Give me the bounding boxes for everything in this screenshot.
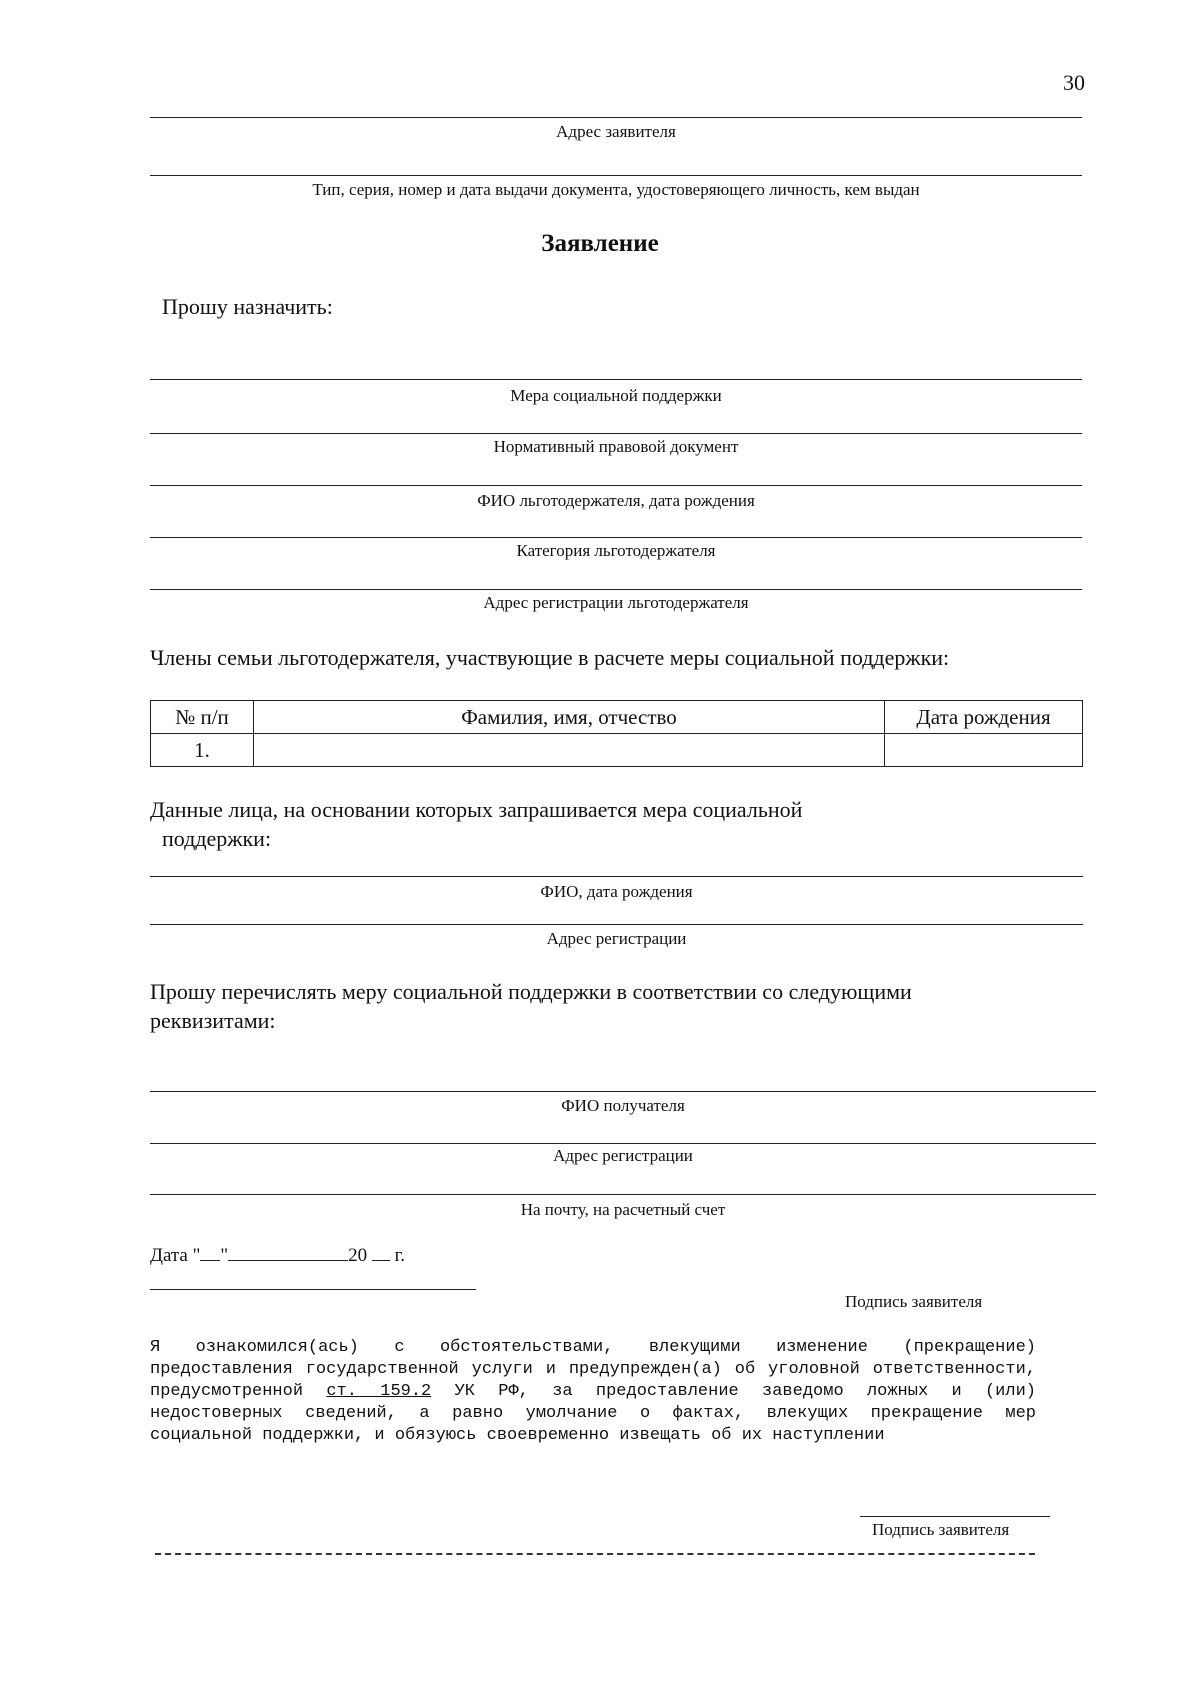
identity-document-line	[150, 175, 1082, 176]
table-header-row	[151, 701, 1083, 734]
table-header-number: № п/п	[151, 701, 254, 734]
recipient-address-line	[150, 1143, 1096, 1144]
recipient-name-line	[150, 1091, 1096, 1092]
date-year-blank[interactable]	[372, 1260, 390, 1261]
cut-line	[155, 1553, 1035, 1555]
person-address-line	[150, 924, 1083, 925]
legal-document-caption: Нормативный правовой документ	[493, 437, 739, 456]
beneficiary-name-caption: ФИО льготодержателя, дата рождения	[477, 491, 755, 510]
date-year-prefix: 20	[348, 1245, 368, 1266]
table-cell-birth-date[interactable]	[885, 734, 1083, 767]
table-header-birth-date: Дата рождения	[885, 701, 1083, 734]
date-year-suffix: г.	[394, 1245, 406, 1266]
person-address-caption: Адрес регистрации	[546, 929, 687, 948]
table-header-full-name: Фамилия, имя, отчество	[254, 701, 885, 734]
signature-line-1	[150, 1289, 476, 1290]
family-members-table	[150, 700, 1083, 767]
payment-method-line	[150, 1194, 1096, 1195]
date-month-blank[interactable]	[228, 1260, 348, 1261]
identity-document-caption: Тип, серия, номер и дата выдачи документа, удостоверяющего личность, кем выдан	[312, 180, 920, 199]
beneficiary-category-line	[150, 537, 1082, 538]
date-prefix: Дата "	[150, 1245, 201, 1266]
table-row	[151, 734, 1083, 767]
acknowledgement-text	[150, 1337, 1036, 1447]
person-name-caption: ФИО, дата рождения	[540, 882, 693, 901]
applicant-address-caption: Адрес заявителя	[556, 122, 676, 141]
legal-document-line	[150, 433, 1082, 434]
person-heading-line1: Данные лица, на основании которых запрашивается мера социальной	[150, 797, 803, 822]
article-reference: ст. 159.2	[326, 1382, 432, 1401]
beneficiary-address-caption: Адрес регистрации льготодержателя	[483, 593, 749, 612]
applicant-address-line	[150, 117, 1082, 118]
date-quote-close: "	[220, 1245, 229, 1266]
page-number: 30	[1063, 70, 1085, 95]
transfer-heading-line1: Прошу перечислять меру социальной поддержки в соответствии со следующими	[150, 979, 912, 1004]
acknowledgement-part1: Я ознакомился(ась) с обстоятельствами, влекущими изменение (прекращение) предоставления государственной услуги и предупрежден(а) об уголовной ответственности, предусмотренной	[150, 1338, 1036, 1401]
table-cell-number: 1.	[151, 734, 254, 767]
acknowledgement-part2: УК РФ, за предоставление заведомо ложных и (или) недостоверных сведений, а равно умолчание о фактах, влекущих прекращение мер социальной поддержки, и обязуюсь своевременно извещать об их наступлении	[150, 1382, 1036, 1445]
table-cell-full-name[interactable]	[254, 734, 885, 767]
date-day-blank[interactable]	[200, 1260, 220, 1261]
request-intro: Прошу назначить:	[162, 294, 333, 319]
support-measure-caption: Мера социальной поддержки	[510, 386, 722, 405]
person-name-line	[150, 876, 1083, 877]
transfer-heading-line2: реквизитами:	[150, 1008, 276, 1033]
recipient-address-caption: Адрес регистрации	[553, 1146, 693, 1165]
payment-method-caption: На почту, на расчетный счет	[520, 1200, 726, 1219]
signature-line-2	[860, 1516, 1050, 1517]
beneficiary-category-caption: Категория льготодержателя	[516, 541, 716, 560]
person-heading-line2: поддержки:	[162, 826, 272, 851]
beneficiary-address-line	[150, 589, 1082, 590]
signature-caption-1: Подпись заявителя	[845, 1292, 983, 1311]
signature-caption-2: Подпись заявителя	[872, 1520, 1010, 1539]
recipient-name-caption: ФИО получателя	[561, 1096, 685, 1115]
beneficiary-name-line	[150, 485, 1082, 486]
document-title: Заявление	[541, 230, 659, 257]
family-heading: Члены семьи льготодержателя, участвующие в расчете меры социальной поддержки:	[150, 645, 950, 670]
date-field	[150, 1245, 405, 1267]
support-measure-line	[150, 379, 1082, 380]
